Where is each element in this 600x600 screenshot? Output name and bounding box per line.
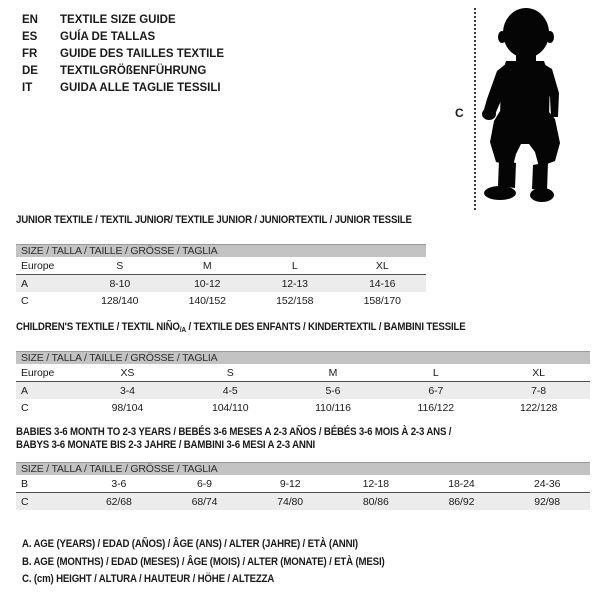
- size-value-cell: 104/110: [211, 401, 249, 414]
- language-list: [22, 12, 224, 97]
- junior-section: [16, 214, 426, 309]
- row-label-cell: B: [16, 475, 76, 493]
- size-value-cell: 68/74: [162, 493, 248, 511]
- children-section-title: [16, 321, 521, 336]
- junior-size-header-bar: SIZE / TALLA / TAILLE / GRÖSSE / TAGLIA: [16, 244, 426, 257]
- height-measure-label: C: [455, 106, 464, 120]
- language-row-en: [22, 12, 224, 29]
- size-value-cell: 7-8: [487, 382, 590, 400]
- size-value-cell: XL: [339, 257, 427, 275]
- size-value-cell: 86/92: [419, 493, 505, 511]
- size-value-cell: 4-5: [179, 382, 282, 400]
- size-value-cell: S: [76, 257, 164, 275]
- row-label-cell: Europe: [16, 257, 76, 275]
- legend-line-c: C. (cm) HEIGHT / ALTURA / HAUTEUR / HÖHE / ALTEZZA: [22, 573, 275, 585]
- size-value-cell: 12-18: [333, 475, 419, 493]
- size-value-cell: 3-4: [76, 382, 179, 400]
- size-value-cell: M: [164, 257, 252, 275]
- legend-line-b: B. AGE (MONTHS) / EDAD (MESES) / ÂGE (MOIS) / ALTER (MONATE) / ETÀ (MESI): [22, 555, 385, 568]
- junior-size-table: [16, 257, 426, 309]
- language-title: GUIDE DES TAILLES TEXTILE: [60, 48, 224, 60]
- language-title: GUÍA DE TALLAS: [60, 31, 156, 43]
- size-value-cell: 62/68: [76, 493, 162, 511]
- row-label-cell: A: [16, 382, 76, 400]
- language-code: EN: [22, 14, 38, 26]
- size-value-cell: S: [179, 364, 282, 382]
- babies-section-title-line2: BABYS 3-6 MONATE BIS 2-3 JAHRE / BAMBINI 3-6 MESI A 2-3 ANNI: [16, 439, 316, 451]
- children-section: [16, 321, 590, 416]
- size-value-cell: 80/86: [333, 493, 419, 511]
- legend-line-a: A. AGE (YEARS) / EDAD (AÑOS) / ÂGE (ANS) / ALTER (JAHRE) / ETÀ (ANNI): [22, 538, 358, 550]
- row-label-cell: C: [16, 493, 76, 511]
- table-row: [16, 275, 426, 293]
- size-value-cell: 6-7: [384, 382, 487, 400]
- children-title-part: CHILDREN'S TEXTILE / TEXTIL NIÑO: [16, 321, 180, 333]
- row-label-cell: A: [16, 275, 76, 293]
- size-value-cell: 98/104: [111, 401, 144, 414]
- size-value-cell: XS: [76, 364, 179, 382]
- language-code: DE: [22, 65, 38, 77]
- babies-size-table: [16, 475, 590, 510]
- language-row-de: [22, 63, 224, 80]
- language-code: ES: [22, 31, 38, 43]
- row-label-cell: C: [21, 294, 29, 307]
- children-title-subscript: /A: [179, 325, 187, 334]
- size-value-cell: 14-16: [339, 275, 427, 293]
- size-value-cell: 74/80: [247, 493, 333, 511]
- height-measure-dotted-line: [474, 8, 476, 210]
- children-size-header-bar: SIZE / TALLA / TAILLE / GRÖSSE / TAGLIA: [16, 351, 590, 364]
- size-value-cell: 5-6: [282, 382, 385, 400]
- size-value-cell: L: [251, 257, 339, 275]
- babies-section: [16, 426, 590, 510]
- size-value-cell: 6-9: [162, 475, 248, 493]
- table-row: [16, 493, 590, 511]
- size-value-cell: 116/122: [417, 401, 455, 414]
- row-label-cell: Europe: [16, 364, 76, 382]
- size-value-cell: 122/128: [519, 401, 558, 414]
- size-value-cell: L: [384, 364, 487, 382]
- language-row-it: [22, 80, 224, 97]
- junior-section-title: JUNIOR TEXTILE / TEXTIL JUNIOR/ TEXTILE JUNIOR / JUNIORTEXTIL / JUNIOR TESSILE: [16, 214, 412, 226]
- measure-legend: [22, 536, 434, 589]
- size-value-cell: 3-6: [76, 475, 162, 493]
- row-label-cell: C: [21, 401, 29, 414]
- language-title: TEXTILGRÖßENFÜHRUNG: [60, 65, 207, 77]
- size-value-cell: 9-12: [247, 475, 333, 493]
- size-value-cell: 140/152: [188, 294, 226, 307]
- table-row: [16, 257, 426, 275]
- language-title: TEXTILE SIZE GUIDE: [60, 14, 176, 26]
- size-value-cell: M: [282, 364, 385, 382]
- babies-size-header-bar: SIZE / TALLA / TAILLE / GRÖSSE / TAGLIA: [16, 462, 590, 475]
- size-value-cell: 12-13: [251, 275, 339, 293]
- babies-section-title-line1: BABIES 3-6 MONTH TO 2-3 YEARS / BEBÉS 3-6 MESES A 2-3 AÑOS / BÉBÉS 3-6 MOIS À 2-3 ANS /: [16, 426, 452, 438]
- table-row: [16, 382, 590, 400]
- size-value-cell: 18-24: [419, 475, 505, 493]
- language-code: FR: [22, 48, 38, 60]
- size-value-cell: 152/158: [276, 294, 314, 307]
- table-row: [16, 475, 590, 493]
- language-code: IT: [22, 82, 33, 94]
- size-value-cell: XL: [487, 364, 590, 382]
- size-value-cell: 158/170: [363, 294, 401, 307]
- language-row-fr: [22, 46, 224, 63]
- children-size-table: [16, 364, 590, 416]
- size-value-cell: 92/98: [504, 493, 590, 511]
- table-row: [16, 292, 426, 309]
- language-title: GUIDA ALLE TAGLIE TESSILI: [60, 82, 221, 94]
- children-title-part: / TEXTILE DES ENFANTS / KINDERTEXTIL / BAMBINI TESSILE: [186, 321, 466, 333]
- size-value-cell: 110/116: [315, 401, 351, 414]
- size-value-cell: 24-36: [504, 475, 590, 493]
- baby-silhouette: [482, 5, 566, 205]
- language-row-es: [22, 29, 224, 46]
- table-row: [16, 399, 590, 416]
- size-value-cell: 10-12: [164, 275, 252, 293]
- size-value-cell: 8-10: [76, 275, 164, 293]
- table-row: [16, 364, 590, 382]
- size-value-cell: 128/140: [101, 294, 139, 307]
